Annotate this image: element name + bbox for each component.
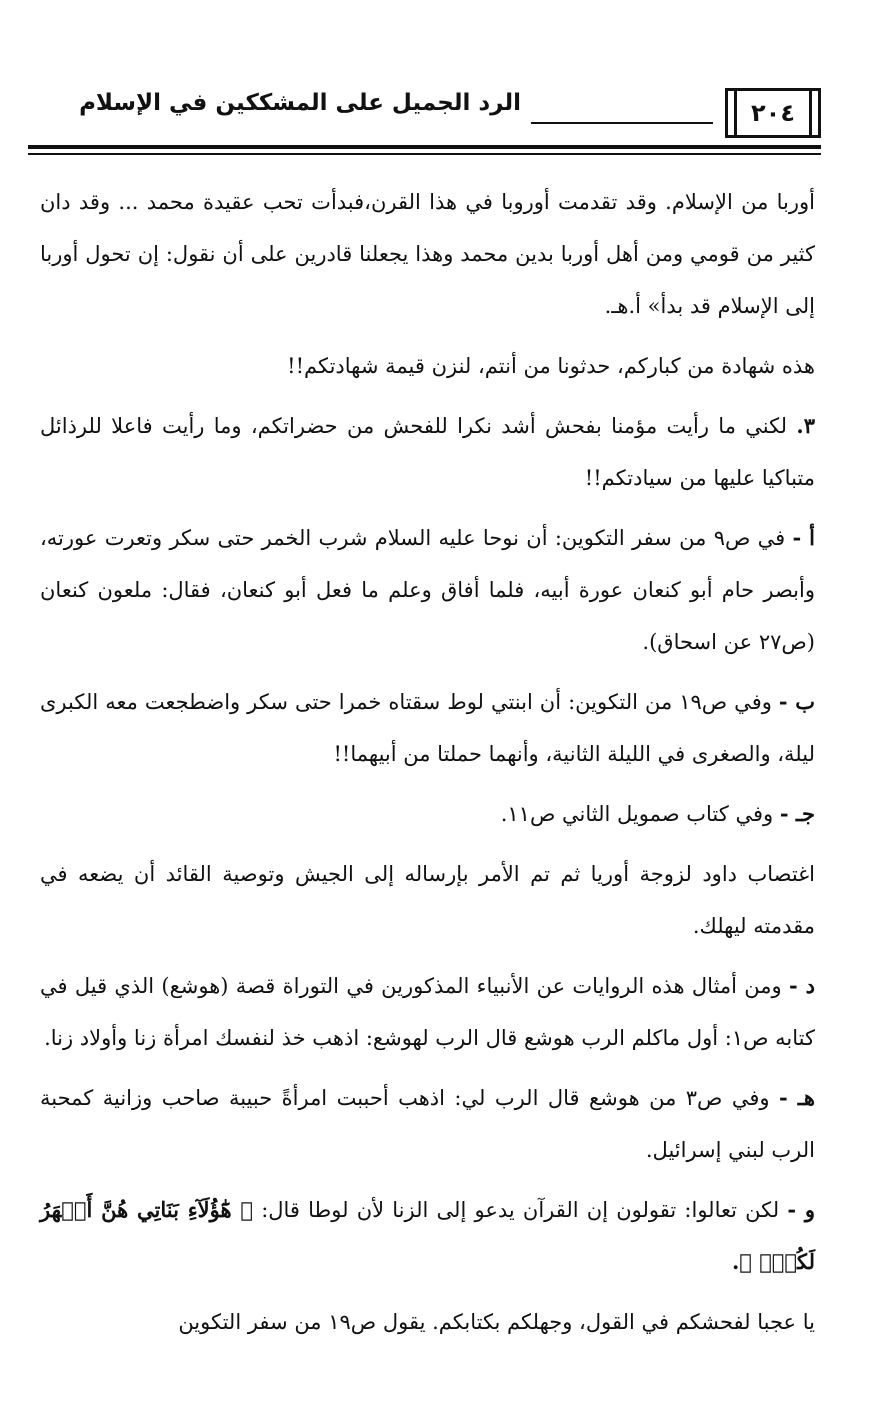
paragraph-testimony: هذه شهادة من كباركم، حدثونا من أنتم، لنزن قيمة شهادتكم!! — [287, 354, 815, 378]
paragraph-item-h — [40, 1072, 815, 1176]
item-a-text: في ص٩ من سفر التكوين: أن نوحا عليه السلام شرب الخمر حتى سكر وتعرت عورته، وأبصر حام أبو كنعان عورة أبيه، فلما أفاق وعلم ما فعل أبو كنعان، فقال: ملعون كنعان (ص٢٧ عن اسحاق). — [40, 526, 815, 654]
item-d-text: ومن أمثال هذه الروايات عن الأنبياء المذكورين في التوراة قصة (هوشع) الذي قيل في كتابه ص١: أول ماكلم الرب هوشع قال الرب لهوشع: اذهب خذ لنفسك امرأة زنا وأولاد زنا. — [40, 974, 815, 1050]
list-marker-c: جـ - — [779, 801, 815, 826]
paragraph-item-c — [40, 788, 815, 840]
header-rule — [531, 122, 713, 124]
page-body — [40, 176, 815, 1348]
paragraph-item-c-detail: اغتصاب داود لزوجة أوريا ثم تم الأمر بإرساله إلى الجيش وتوصية القائد أن يضعه في مقدمته ليهلك. — [40, 862, 815, 938]
item-w-text: لكن تعالوا: تقولون إن القرآن يدعو إلى الزنا لأن لوطا قال: — [261, 1198, 780, 1222]
list-marker-a: أ - — [792, 525, 815, 550]
item-c-text: وفي كتاب صمويل الثاني ص١١. — [500, 802, 774, 826]
list-marker-b: ب - — [778, 689, 816, 714]
running-title: الرد الجميل على المشككين في الإسلام — [79, 90, 521, 116]
page-number: ٢٠٤ — [725, 88, 821, 138]
item-b-text: وفي ص١٩ من التكوين: أن ابنتي لوط سقتاه خمرا حتى سكر واضطجعت معه الكبرى ليلة، والصغرى في الليلة الثانية، وأنهما حملتا من أبيهما!! — [40, 690, 815, 766]
list-marker-h: هـ - — [778, 1085, 815, 1110]
list-marker-3: ٣. — [796, 413, 815, 438]
paragraph-item-w — [40, 1184, 815, 1288]
paragraph-item-b — [40, 676, 815, 780]
paragraph-closing: يا عجبا لفحشكم في القول، وجهلكم بكتابكم. يقول ص١٩ من سفر التكوين — [178, 1310, 815, 1334]
quran-verse: ﴿ هَٰٓؤُلَآءِ بَنَاتِي هُنَّ أَطۡهَرُ لَكُمۡۖ ﴾. — [40, 1197, 815, 1274]
paragraph-europe-islam: أوربا من الإسلام. وقد تقدمت أوروبا في هذا القرن،فبدأت تحب عقيدة محمد ... وقد دان كثير من قومي ومن أهل أوربا بدين محمد وهذا يجعلنا قادرين على أن نقول: إن تحول أوربا إلى الإسلام قد بدأ» أ.هـ. — [40, 190, 815, 318]
list-marker-d: د - — [788, 973, 815, 998]
paragraph-item-a — [40, 512, 815, 668]
item-h-text: وفي ص٣ من هوشع قال الرب لي: اذهب أحببت امرأةً حبيبة صاحب وزانية كمحبة الرب لبني إسرائيل. — [40, 1086, 815, 1162]
header-double-rule — [28, 145, 821, 155]
paragraph-point-3 — [40, 400, 815, 504]
paragraph-item-d — [40, 960, 815, 1064]
page-header — [28, 88, 821, 144]
list-marker-w: و - — [787, 1197, 816, 1222]
point-3-text: لكني ما رأيت مؤمنا بفحش أشد نكرا للفحش من حضراتكم، وما رأيت فاعلا للرذائل متباكيا عليها من سيادتكم!! — [40, 414, 815, 490]
